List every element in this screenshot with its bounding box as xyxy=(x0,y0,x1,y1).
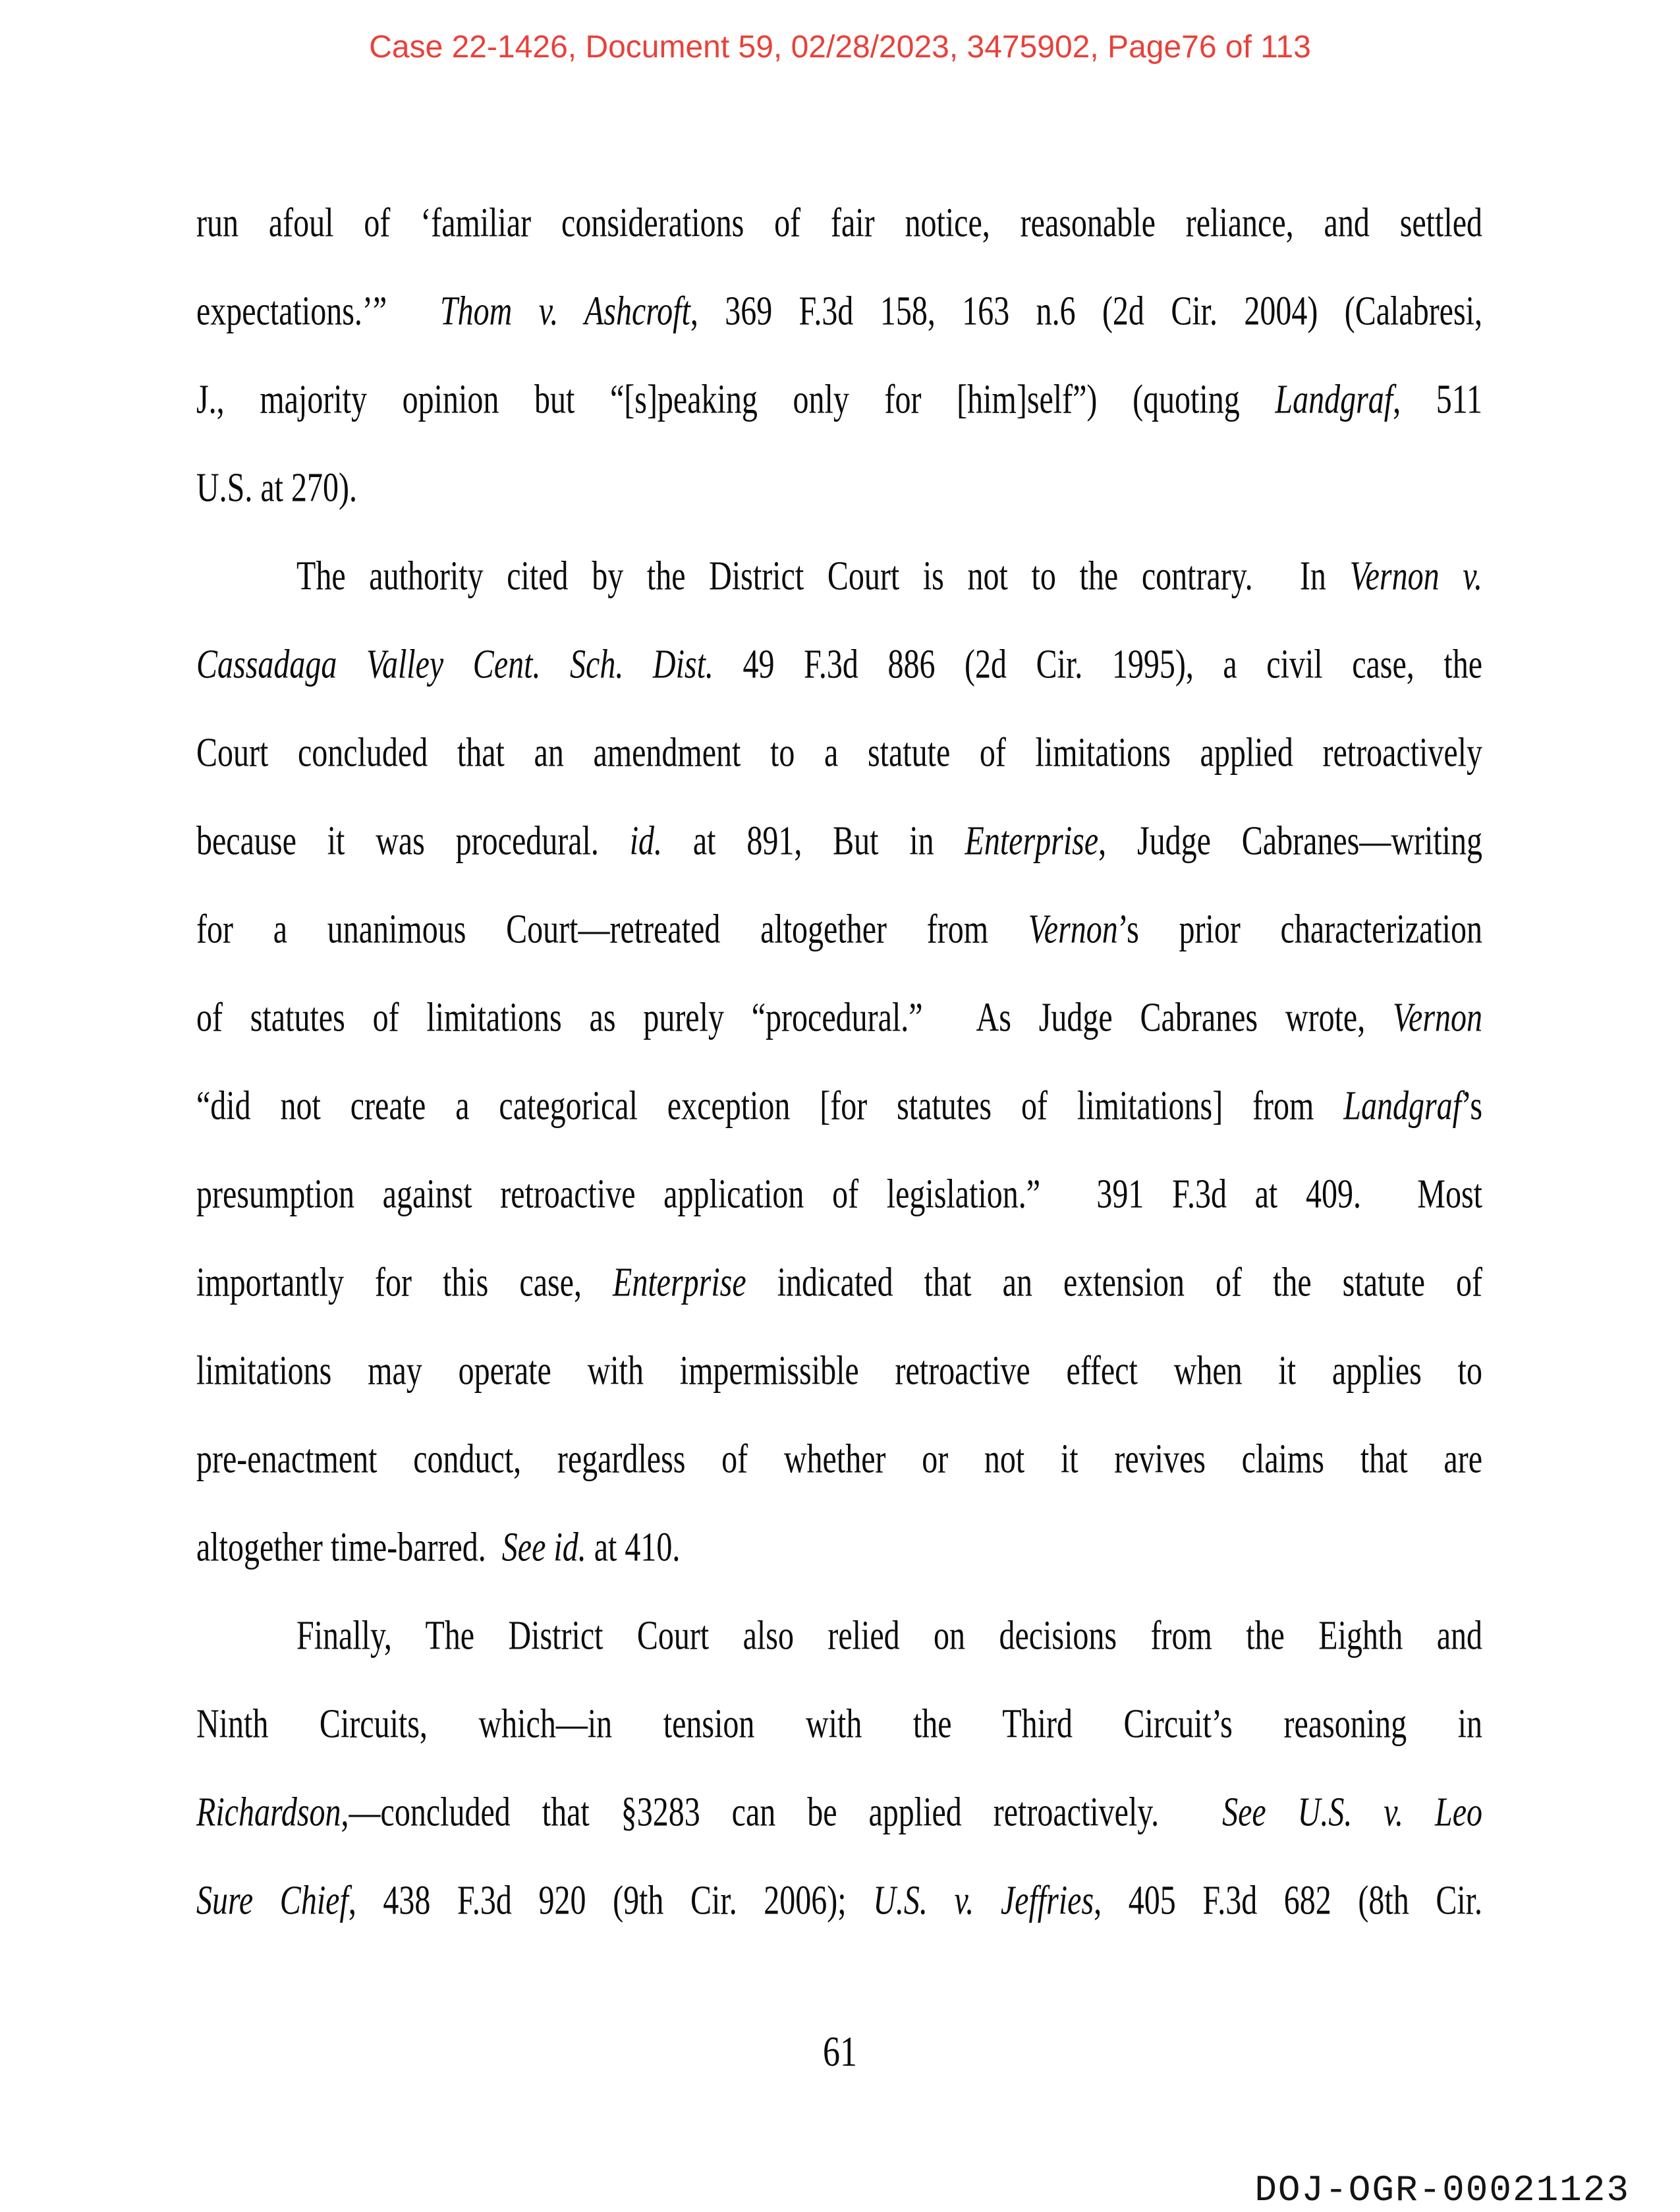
text-segment: The authority cited by the District Court is not to the contrary. In xyxy=(296,553,1350,599)
case-stamp: Case 22-1426, Document 59, 02/28/2023, 3475902, Page76 of 113 xyxy=(369,30,1311,65)
italic-text-segment: Richardson xyxy=(196,1789,341,1835)
italic-text-segment: Vernon xyxy=(1393,994,1482,1040)
italic-text-segment: Enterprise xyxy=(613,1259,746,1305)
italic-text-segment: Vernon v. xyxy=(1349,553,1483,599)
text-segment: expectations.’” xyxy=(196,288,440,334)
text-segment: ’s xyxy=(1461,1083,1482,1129)
text-segment: , 511 xyxy=(1393,376,1482,422)
text-segment: , 369 F.3d 158, 163 n.6 (2d Cir. 2004) (Calabresi, xyxy=(690,288,1482,334)
italic-text-segment: See id. xyxy=(501,1524,586,1570)
text-segment: , 438 F.3d 920 (9th Cir. 2006); xyxy=(348,1877,874,1923)
text-segment: 49 F.3d 886 (2d Cir. 1995), a civil case, the xyxy=(713,641,1482,687)
italic-text-segment: See U.S. v. Leo xyxy=(1222,1789,1482,1835)
italic-text-segment: id. xyxy=(629,818,663,864)
text-segment: , 405 F.3d 682 (8th Cir. xyxy=(1094,1877,1483,1923)
italic-text-segment: Landgraf xyxy=(1275,376,1393,422)
text-segment: U.S. at 270). xyxy=(196,465,357,511)
italic-text-segment: Cassadaga Valley Cent. Sch. Dist. xyxy=(196,641,714,687)
text-segment: “did not create a categorical exception [for statutes of limitations] from xyxy=(196,1083,1344,1129)
text-line xyxy=(196,1844,1482,1958)
text-segment: ,—concluded that §3283 can be applied retroactively. xyxy=(341,1789,1223,1835)
text-segment: ’s prior characterization xyxy=(1117,906,1482,952)
text-segment: importantly for this case, xyxy=(196,1259,613,1305)
text-segment: at 891, But in xyxy=(662,818,965,864)
text-segment: for a unanimous Court—retreated altogether from xyxy=(196,906,1028,952)
italic-text-segment: Vernon xyxy=(1028,906,1118,952)
italic-text-segment: Enterprise xyxy=(965,818,1099,864)
text-segment: run afoul of ‘familiar considerations of fair notice, reasonable reliance, and settled xyxy=(196,200,1482,246)
text-segment: , Judge Cabranes—writing xyxy=(1098,818,1483,864)
text-segment: of statutes of limitations as purely “procedural.” As Judge Cabranes wrote, xyxy=(196,994,1393,1040)
text-segment: presumption against retroactive application of legislation.” 391 F.3d at 409. Most xyxy=(196,1171,1482,1217)
text-segment: altogether time-barred. xyxy=(196,1524,502,1570)
text-segment: J., majority opinion but “[s]peaking only for [him]self”) (quoting xyxy=(196,376,1275,422)
text-segment: at 410. xyxy=(586,1524,681,1570)
text-segment: pre-enactment conduct, regardless of whether or not it revives claims that are xyxy=(196,1436,1482,1482)
text-segment: Finally, The District Court also relied on decisions from the Eighth and xyxy=(296,1612,1482,1659)
text-segment: limitations may operate with impermissible retroactive effect when it applies to xyxy=(196,1347,1482,1394)
text-segment: Court concluded that an amendment to a statute of limitations applied retroactively xyxy=(196,729,1482,776)
document-body xyxy=(196,179,1482,1945)
italic-text-segment: Sure Chief xyxy=(196,1877,349,1923)
text-segment: indicated that an extension of the statute of xyxy=(746,1259,1482,1305)
page-number: 61 xyxy=(823,2028,857,2076)
text-segment: because it was procedural. xyxy=(196,818,630,864)
bates-number: DOJ-OGR-00021123 xyxy=(1254,2169,1630,2211)
italic-text-segment: Landgraf xyxy=(1343,1083,1461,1129)
italic-text-segment: Thom v. Ashcroft xyxy=(439,288,690,334)
italic-text-segment: U.S. v. Jeffries xyxy=(873,1877,1094,1923)
text-segment: Ninth Circuits, which—in tension with the Third Circuit’s reasoning in xyxy=(196,1701,1482,1747)
